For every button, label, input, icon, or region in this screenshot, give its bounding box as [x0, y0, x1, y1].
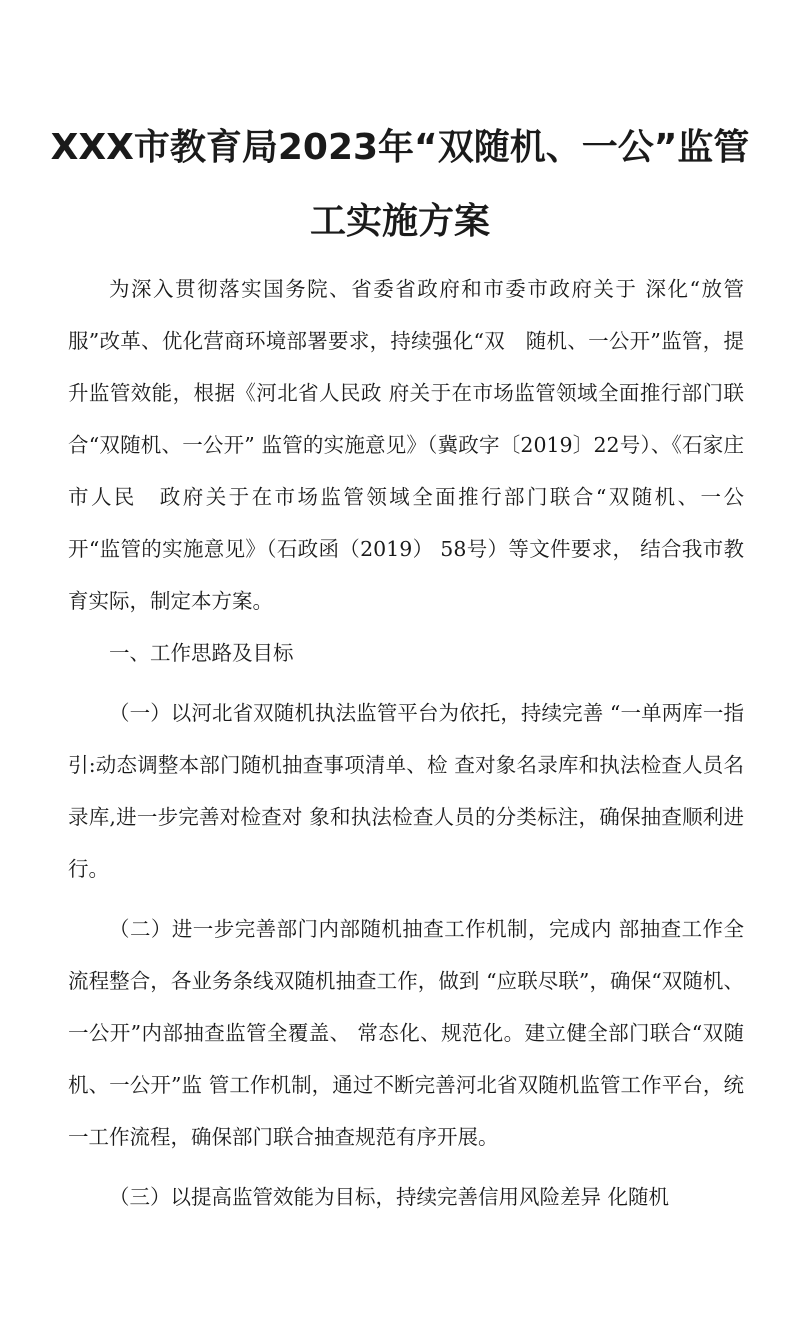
document-title-line-1: XXX市教育局2023年“双随机、一公”监管 [50, 127, 750, 168]
section-heading-1: 一、工作思路及目标 [109, 641, 294, 665]
paragraph-item-2: （二）进一步完善部门内部随机抽查工作机制，完成内 部抽查工作全流程整合，各业务条线双随机抽查工作，做到 “应联尽联”，确保“双随机、一公开”内部抽查监管全覆盖、 常态化、规范化。建立健全部门联合“双随机、一公开”监 管工作机制，通过不断完善河北省双随机监管工作平台，统 一工作流程，确保部门联合抽查规范有序开展。 [68, 917, 744, 1149]
paragraph-item-3: （三）以提高监管效能为目标，持续完善信用风险差异 化随机 [109, 1185, 670, 1209]
document-title-line-2: 工实施方案 [309, 201, 490, 242]
document-body [68, 263, 765, 1223]
paragraph-item-1: （一）以河北省双随机执法监管平台为依托，持续完善 “一单两库一指引:动态调整本部门随机抽查事项清单、检 查对象名录库和执法检查人员名录库,进一步完善对检查对 象和执法检查人员的分类标注，确保抽查顺利进行。 [68, 701, 744, 881]
intro-paragraph: 为深入贯彻落实国务院、省委省政府和市委市政府关于 深化“放管服”改革、优化营商环境部署要求，持续强化“双 随机、一公开”监管，提升监管效能，根据《河北省人民政 府关于在市场监管领域全面推行部门联合“双随机、一公开” 监管的实施意见》（冀政字〔2019〕22号）、《石家庄市人民 政府关于在市场监管领域全面推行部门联合“双随机、一公 开“监管的实施意见》（石政函（2019） 58号）等文件要求， 结合我市教育实际，制定本方案。 [68, 277, 765, 613]
